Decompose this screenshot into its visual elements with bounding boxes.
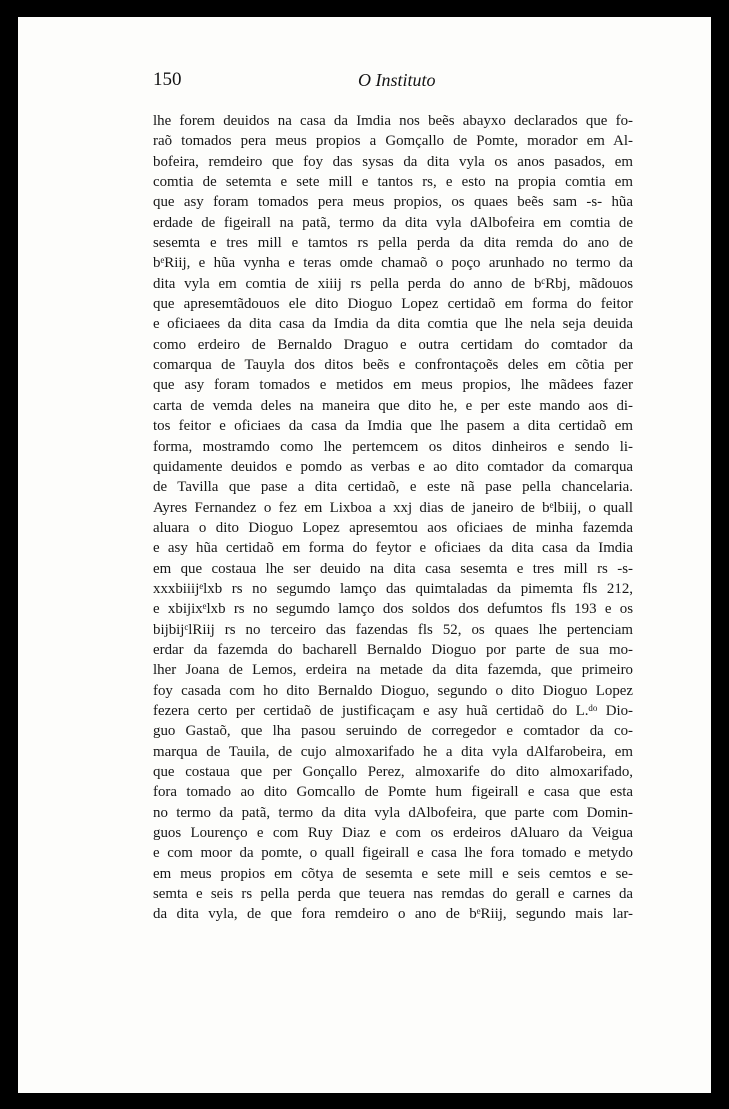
text-line: aluara o dito Dioguo Lopez apresemtou aos oficiaes de minha fazemda (153, 519, 633, 536)
text-line: Ayres Fernandez o fez em Lixboa a xxj dias de janeiro de bᵉlbiij, o quall (153, 499, 633, 516)
text-line: comtia de setemta e sete mill e tantos rs, e esto na propia comtia em (153, 174, 633, 191)
text-line: que asy foram tomados e metidos em meus propios, lhe mãdees fazer (153, 377, 633, 394)
text-line: erdade de figeirall na patã, termo da dita vyla dAlbofeira em comtia de (153, 214, 633, 231)
text-line: foy casada com ho dito Bernaldo Dioguo, segundo o dito Dioguo Lopez (153, 682, 633, 699)
text-line: e asy hũa certidaõ em forma do feytor e oficiaes da dita casa da Imdia (153, 540, 633, 557)
text-line: lhe forem deuidos na casa da Imdia nos beẽs abayxo declarados que fo- (153, 113, 633, 129)
text-line: em que costaua lhe ser deuido na dita casa sesemta e tres mill rs -s- (153, 560, 633, 577)
book-page (18, 17, 711, 1093)
text-line: bijbijᶜlRiij rs no terceiro das fazendas fls 52, os quaes lhe pertenciam (153, 621, 633, 638)
text-line: bᵉRiij, e hũa vynha e teras omde chamaõ o poço arunhado no termo da (153, 255, 633, 272)
body-text (153, 111, 633, 925)
text-line: da dita vyla, de que fora remdeiro o ano de bᵉRiij, segundo mais lar- (153, 906, 633, 923)
text-line: marqua de Tauila, de cujo almoxarifado he a dita vyla dAlfarobeira, em (153, 743, 633, 760)
text-line: sesemta e tres mill e tamtos rs pella perda da dita remda do ano de (153, 235, 633, 252)
text-line: no termo da patã, termo da dita vyla dAlbofeira, que parte com Domin- (153, 804, 633, 821)
text-line: e com moor da pomte, o quall figeirall e casa lhe fora tomado e metydo (153, 845, 633, 862)
text-line: em meus propios em cõtya de sesemta e sete mill e seis cemtos e se- (153, 865, 633, 882)
text-line: bofeira, remdeiro que foy das sysas da dita vyla os anos pasados, em (153, 153, 633, 170)
text-line: guo Gastaõ, que lha pasou seruindo de corregedor e comtador da co- (153, 723, 633, 740)
text-line: que apresemtãdouos ele dito Dioguo Lopez certidaõ em forma do feitor (153, 296, 633, 313)
text-line: como erdeiro de Bernaldo Draguo e outra certidam do comtador da (153, 336, 633, 353)
text-line: guos Lourenço e com Ruy Diaz e com os erdeiros dAluaro da Veigua (153, 825, 633, 842)
text-line: carta de vemda deles na maneira que dito he, e per este mando aos di- (153, 397, 633, 414)
text-line: xxxbiiijᵉlxb rs no segumdo lamço das quimtaladas da pimemta fls 212, (153, 580, 633, 597)
text-line: fezera certo per certidaõ de justificaçam e asy huã certidaõ do L.ᵈᵒ Dio- (153, 702, 633, 719)
journal-title: O Instituto (358, 70, 436, 90)
text-line: de Tavilla que pase a dita certidaõ, e este nã pase pella chancelaria. (153, 479, 633, 496)
text-line: raõ tomados pera meus propios a Gomçallo de Pomte, morador em Al- (153, 133, 633, 150)
page-number: 150 (153, 69, 182, 90)
text-line: forma, mostramdo como lhe pertemcem os ditos dinheiros e sendo li- (153, 438, 633, 455)
text-line: quidamente deuidos e pomdo as verbas e ao dito comtador da comarqua (153, 458, 633, 475)
text-line: que asy foram tomados pera meus propios, os quaes beẽs sam -s- hũa (153, 194, 633, 211)
text-line: e oficiaees da dita casa da Imdia da dita comtia que lhe nela seja deuida (153, 316, 633, 333)
text-line: e xbijixᵉlxb rs no segumdo lamço dos soldos dos defumtos fls 193 e os (153, 601, 633, 618)
text-line: que costaua que per Gonçallo Perez, almoxarife do dito almoxarifado, (153, 764, 633, 780)
text-line: fora tomado ao dito Gomcallo de Pomte hum figeirall e casa que esta (153, 784, 633, 801)
text-line: tos feitor e oficiaes da casa da Imdia que lhe pasem a dita certidaõ em (153, 418, 633, 435)
text-line: semta e seis rs pella perda que teuera nas remdas do gerall e carnes da (153, 886, 633, 903)
text-line: erdar da fazemda do bacharell Bernaldo Dioguo por parte de sua mo- (153, 641, 633, 658)
text-line: comarqua de Tauyla dos ditos beẽs e confrontaçoẽs deles em cõtia per (153, 357, 633, 374)
running-head (153, 69, 633, 95)
text-line: dita vyla em comtia de xiiij rs pella perda do anno de bᶜRbj, mãdouos (153, 275, 633, 292)
text-line: lher Joana de Lemos, erdeira na metade da dita fazemda, que primeiro (153, 662, 633, 679)
